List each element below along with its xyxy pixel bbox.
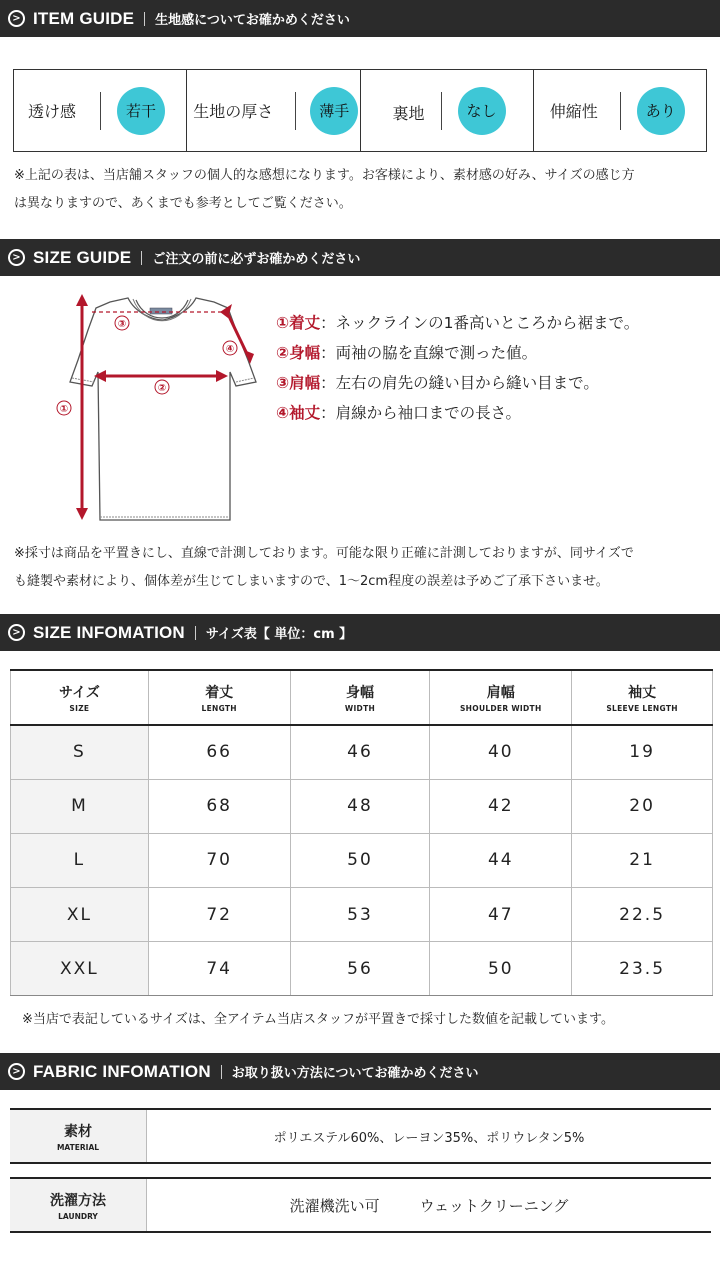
table-cell: 22.5 — [572, 888, 713, 942]
column-header: 肩幅 SHOULDER WIDTH — [430, 670, 572, 725]
laundry-value — [147, 1179, 711, 1231]
legend-item: ④袖丈：肩線から袖口までの長さ。 — [276, 404, 522, 422]
table-cell: M — [11, 779, 149, 833]
marker-1: ① — [59, 404, 69, 415]
material-row — [10, 1108, 711, 1164]
note-line: ※上記の表は、当店舗スタッフの個人的な感想になります。お客様により、素材感の好み、サイズの感じ方 — [14, 168, 635, 183]
size-guide-note — [14, 540, 718, 596]
table-cell: 50 — [290, 833, 430, 887]
section-subtitle: お取り扱い方法についてお確かめください — [231, 1066, 479, 1081]
chevron-right-icon: > — [8, 10, 25, 27]
table-cell: 42 — [430, 779, 572, 833]
item-guide-label: 伸縮性 — [549, 102, 598, 121]
marker-3: ③ — [117, 319, 127, 330]
section-title: FABRIC INFOMATION — [33, 1061, 211, 1081]
table-row — [11, 779, 713, 833]
table-cell: 70 — [148, 833, 290, 887]
marker-4: ④ — [225, 344, 235, 355]
size-info-note: ※当店で表記しているサイズは、全アイテム当店スタッフが平置きで採寸した数値を記載しています。 — [22, 1012, 614, 1027]
table-cell: 21 — [572, 833, 713, 887]
item-guide-badge: 薄手 — [310, 87, 358, 135]
section-subtitle: サイズ表【 単位：cm 】 — [205, 627, 353, 642]
table-cell: 20 — [572, 779, 713, 833]
table-cell: 66 — [148, 725, 290, 779]
table-cell: 47 — [430, 888, 572, 942]
laundry-label: 洗濯方法 LAUNDRY — [10, 1179, 147, 1231]
divider — [100, 92, 101, 130]
item-guide-header — [0, 0, 720, 37]
item-guide-badge: あり — [637, 87, 685, 135]
table-cell: 53 — [290, 888, 430, 942]
column-header: サイズ SIZE — [11, 670, 149, 725]
table-cell: 48 — [290, 779, 430, 833]
chevron-right-icon: > — [8, 1063, 25, 1080]
table-cell: 72 — [148, 888, 290, 942]
tshirt-diagram — [50, 290, 260, 530]
table-row — [11, 833, 713, 887]
table-cell: S — [11, 725, 149, 779]
table-cell: 19 — [572, 725, 713, 779]
divider — [620, 92, 621, 130]
laundry-method: ウェットクリーニング — [419, 1196, 569, 1215]
laundry-method: 洗濯機洗い可 — [289, 1196, 380, 1215]
column-header: 着丈 LENGTH — [148, 670, 290, 725]
column-header: 身幅 WIDTH — [290, 670, 430, 725]
divider — [195, 626, 196, 640]
divider — [221, 1065, 222, 1079]
divider — [441, 92, 442, 130]
divider — [141, 251, 142, 265]
marker-2: ② — [157, 383, 167, 394]
chevron-right-icon: > — [8, 249, 25, 266]
legend-item: ①着丈：ネックラインの1番高いところから裾まで。 — [276, 314, 640, 332]
item-guide-label: 裏地 — [392, 104, 425, 123]
material-label: 素材 MATERIAL — [10, 1110, 147, 1162]
size-info-header — [0, 614, 720, 651]
material-value: ポリエステル60%、レーヨン35%、ポリウレタン5% — [273, 1130, 585, 1146]
size-guide-header — [0, 239, 720, 276]
note-line: ※採寸は商品を平置きにし、直線で計測しております。可能な限り正確に計測しておりますが、同サイズで — [14, 546, 634, 561]
table-cell: 56 — [290, 942, 430, 996]
legend-item: ②身幅：両袖の脇を直線で測った値。 — [276, 344, 538, 362]
table-header-row — [11, 670, 713, 725]
section-subtitle: ご注文の前に必ずお確かめください — [152, 252, 361, 267]
size-legend — [276, 308, 639, 428]
item-guide-note — [14, 162, 714, 218]
table-cell: 40 — [430, 725, 572, 779]
section-title: ITEM GUIDE — [33, 8, 135, 28]
table-cell: L — [11, 833, 149, 887]
section-title: SIZE GUIDE — [33, 247, 132, 267]
note-line: も縫製や素材により、個体差が生じてしまいますので、1〜2cm程度の誤差は予めご了承下さいませ。 — [14, 574, 609, 589]
item-guide-cell — [186, 70, 359, 151]
table-row — [11, 888, 713, 942]
table-row — [11, 725, 713, 779]
section-subtitle: 生地感についてお確かめください — [155, 13, 350, 28]
item-guide-label: 透け感 — [28, 102, 77, 121]
table-cell: 44 — [430, 833, 572, 887]
item-guide-badge: なし — [458, 87, 506, 135]
item-guide-cell — [533, 70, 706, 151]
item-guide-cell — [360, 70, 533, 151]
laundry-row — [10, 1177, 711, 1233]
table-cell: XXL — [11, 942, 149, 996]
table-cell: 46 — [290, 725, 430, 779]
divider — [144, 12, 145, 26]
column-header: 袖丈 SLEEVE LENGTH — [572, 670, 713, 725]
size-table — [10, 669, 713, 996]
table-cell: 23.5 — [572, 942, 713, 996]
chevron-right-icon: > — [8, 624, 25, 641]
table-cell: XL — [11, 888, 149, 942]
section-title: SIZE INFOMATION — [33, 622, 185, 642]
table-row — [11, 942, 713, 996]
item-guide-label: 生地の厚さ — [193, 102, 274, 121]
table-cell: 74 — [148, 942, 290, 996]
item-guide-cell — [14, 70, 186, 151]
table-cell: 50 — [430, 942, 572, 996]
divider — [295, 92, 296, 130]
table-cell: 68 — [148, 779, 290, 833]
item-guide-badge: 若干 — [117, 87, 165, 135]
fabric-info-header — [0, 1053, 720, 1090]
item-guide-table — [13, 69, 707, 152]
legend-item: ③肩幅：左右の肩先の縫い目から縫い目まで。 — [276, 374, 599, 392]
note-line: は異なりますので、あくまでも参考としてご覧ください。 — [14, 196, 352, 211]
